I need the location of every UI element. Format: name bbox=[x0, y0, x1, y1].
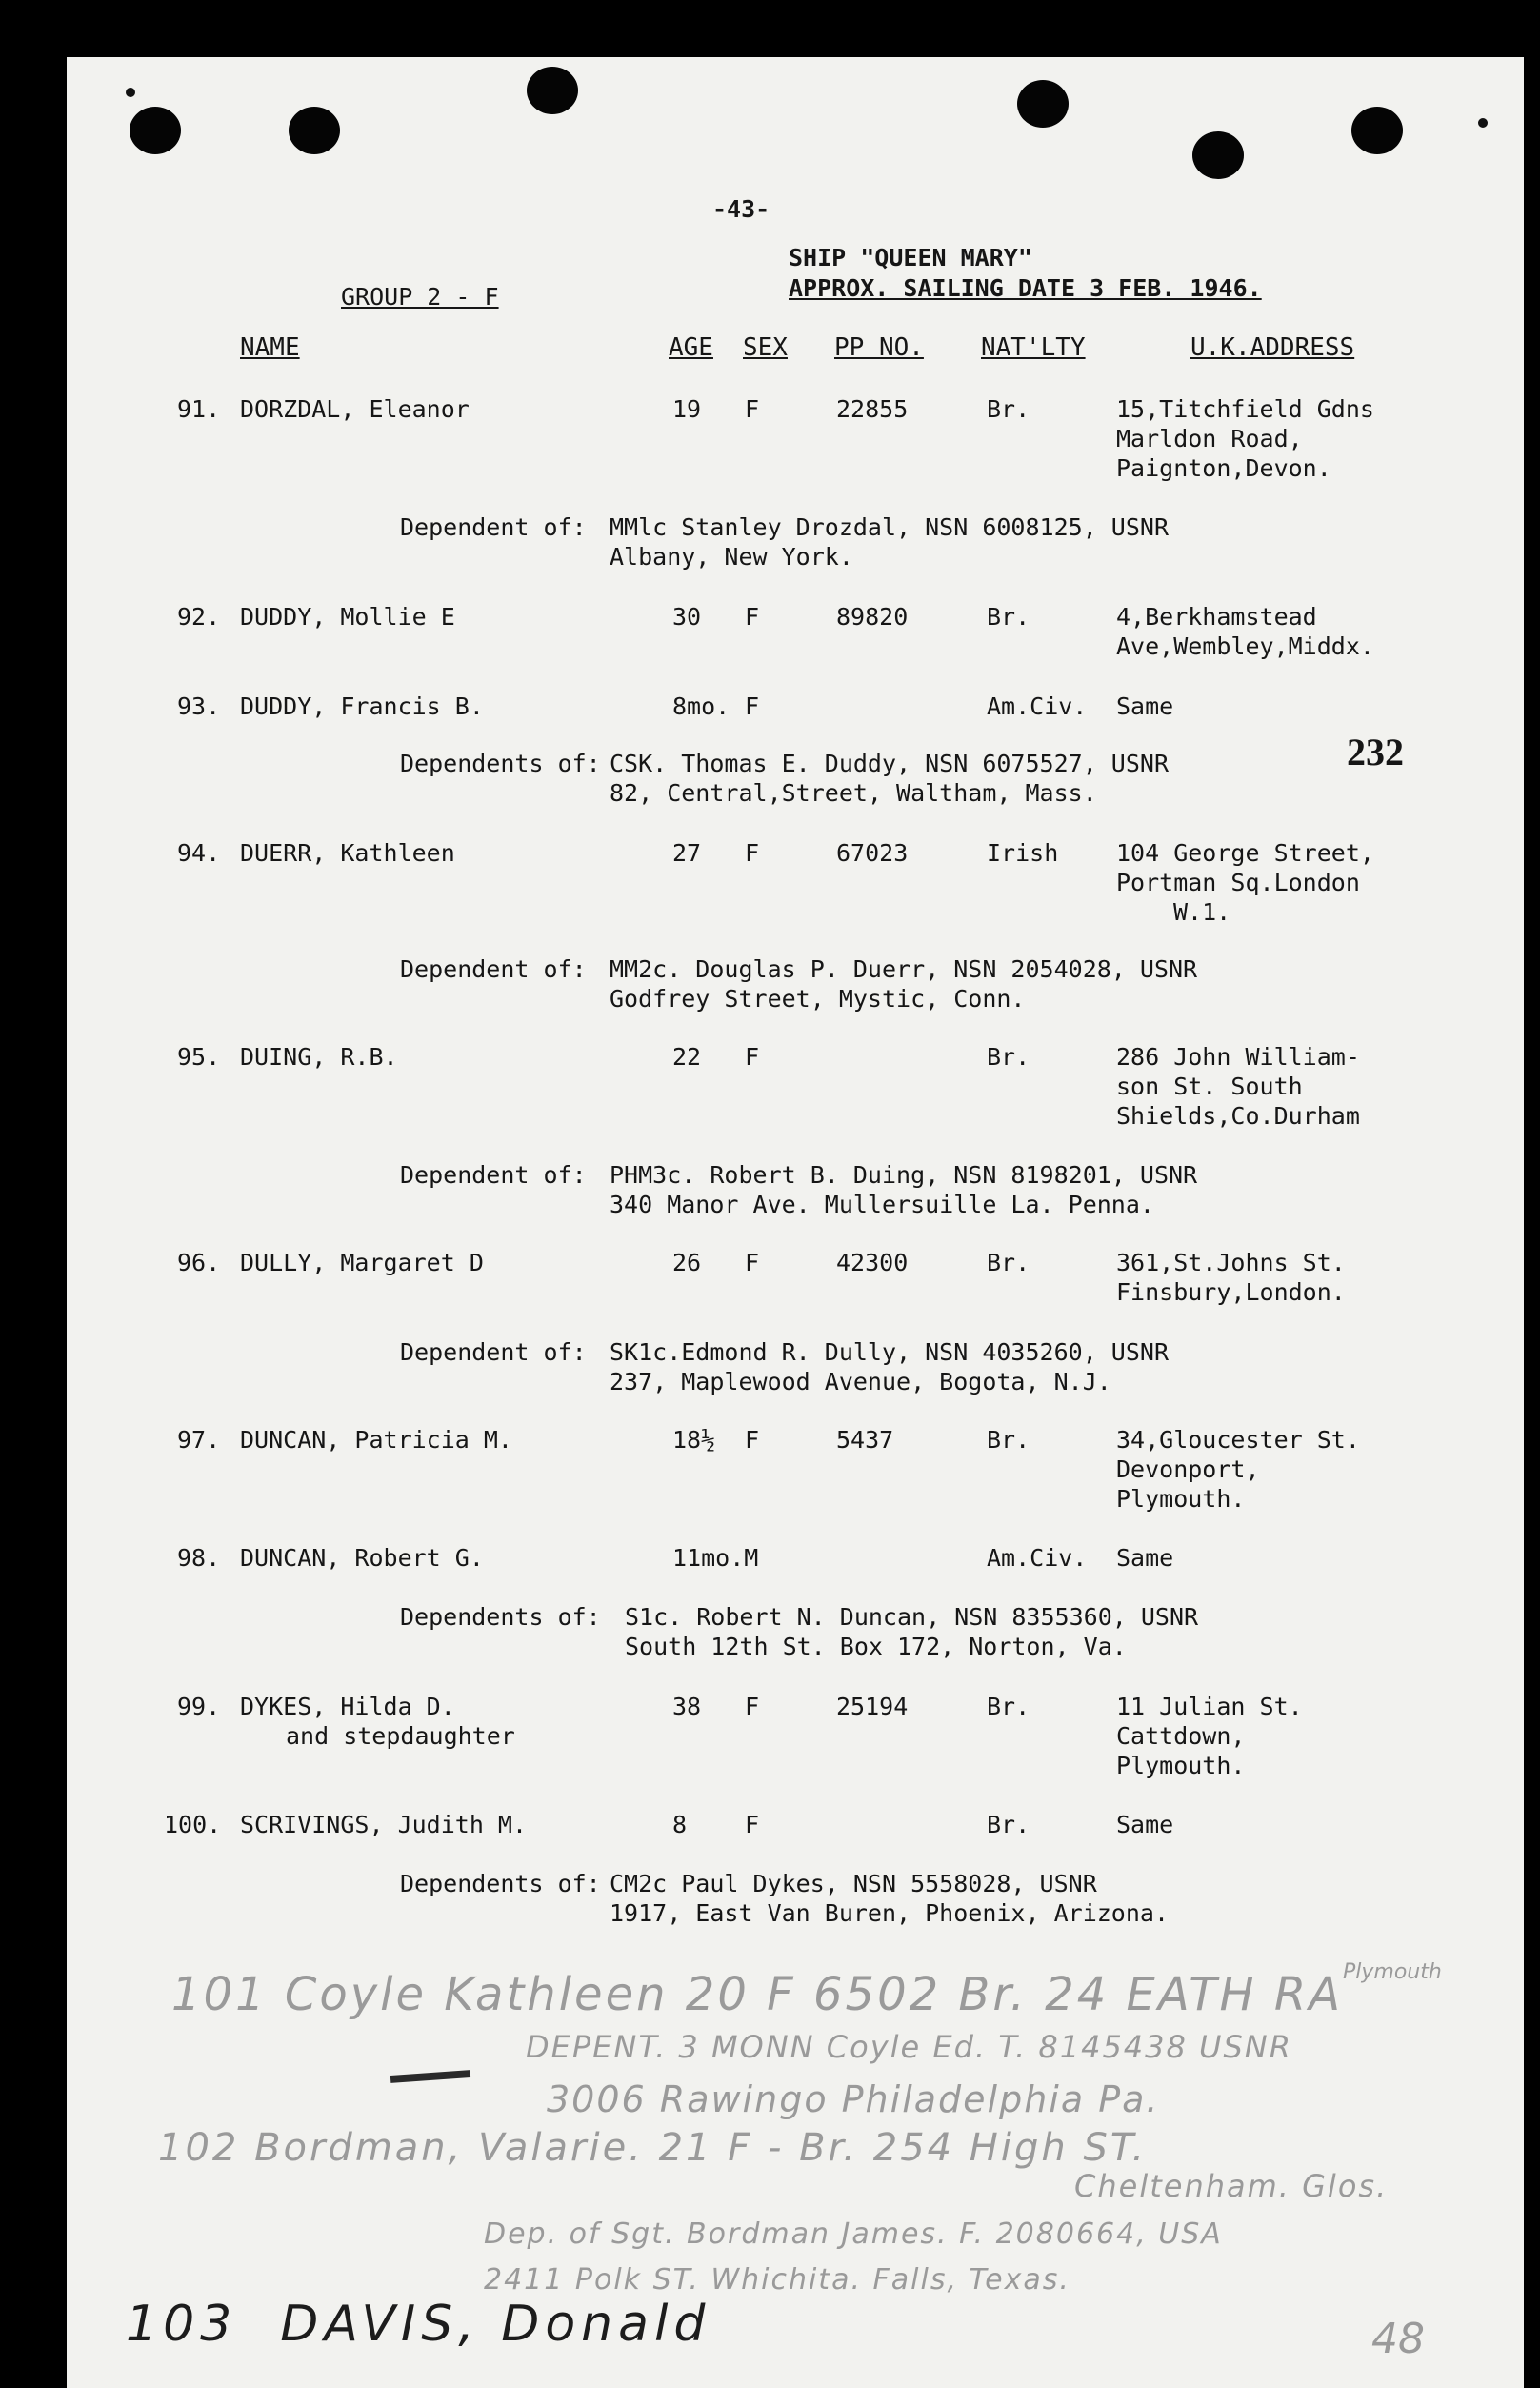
group-label: GROUP 2 - F bbox=[341, 283, 499, 311]
passenger-name: DULLY, Margaret D bbox=[240, 1249, 484, 1276]
passenger-sex: F bbox=[745, 1693, 760, 1720]
punch-hole bbox=[1017, 80, 1069, 128]
uk-address-line: 104 George Street, bbox=[1116, 839, 1374, 867]
handwritten-dependent: Dep. of Sgt. Bordman James. F. 2080664, USA bbox=[484, 2217, 1223, 2251]
nationality: Br. bbox=[987, 1811, 1030, 1838]
uk-address-line: Paignton,Devon. bbox=[1116, 454, 1331, 482]
uk-address-line: 4,Berkhamstead bbox=[1116, 603, 1317, 631]
dependent-of-line: CM2c Paul Dykes, NSN 5558028, USNR bbox=[610, 1870, 1097, 1897]
passenger-name: DUDDY, Francis B. bbox=[240, 692, 484, 720]
dependent-of-line: 237, Maplewood Avenue, Bogota, N.J. bbox=[610, 1368, 1111, 1395]
passenger-sex: F bbox=[745, 603, 760, 631]
dependent-label: Dependents of: bbox=[400, 1603, 601, 1631]
uk-address-line: Finsbury,London. bbox=[1116, 1278, 1346, 1306]
passenger-name: DUERR, Kathleen bbox=[240, 839, 455, 867]
column-header-sex: SEX bbox=[743, 333, 788, 362]
handwritten-address: 3006 Rawingo Philadelphia Pa. bbox=[547, 2078, 1160, 2120]
uk-address-line: Portman Sq.London bbox=[1116, 869, 1360, 896]
dependent-label: Dependent of: bbox=[400, 513, 587, 541]
passenger-age: 22 bbox=[672, 1043, 702, 1071]
passenger-sex: F bbox=[745, 1426, 760, 1454]
uk-address-line: W.1. bbox=[1173, 898, 1231, 926]
nationality: Irish bbox=[987, 839, 1059, 867]
passenger-name: DYKES, Hilda D. bbox=[240, 1693, 455, 1720]
passport-number: 89820 bbox=[836, 603, 909, 631]
column-header-age: AGE bbox=[669, 333, 713, 362]
dependent-of-line: CSK. Thomas E. Duddy, NSN 6075527, USNR bbox=[610, 750, 1169, 777]
passenger-sex: F bbox=[745, 1043, 760, 1071]
dependent-of-line: SK1c.Edmond R. Dully, NSN 4035260, USNR bbox=[610, 1338, 1169, 1366]
dependent-label: Dependent of: bbox=[400, 955, 587, 983]
passport-number: 67023 bbox=[836, 839, 909, 867]
dependent-label: Dependent of: bbox=[400, 1161, 587, 1189]
handwritten-dependent: DEPENT. 3 MONN Coyle Ed. T. 8145438 USNR bbox=[526, 2029, 1292, 2065]
handwritten-entry-101: 101 Coyle Kathleen 20 F 6502 Br. 24 EATH RA bbox=[171, 1968, 1344, 2021]
uk-address-line: Plymouth. bbox=[1116, 1752, 1246, 1779]
dependent-of-line: MM2c. Douglas P. Duerr, NSN 2054028, USNR bbox=[610, 955, 1198, 983]
passenger-name: SCRIVINGS, Judith M. bbox=[240, 1811, 528, 1838]
passport-number: 22855 bbox=[836, 395, 909, 423]
page-stamp: 232 bbox=[1347, 731, 1404, 773]
uk-address-line: Same bbox=[1116, 1811, 1174, 1838]
handwritten-address: 2411 Polk ST. Whichita. Falls, Texas. bbox=[484, 2263, 1070, 2297]
uk-address-line: 15,Titchfield Gdns bbox=[1116, 395, 1374, 423]
uk-address-line: 11 Julian St. bbox=[1116, 1693, 1303, 1720]
nationality: Br. bbox=[987, 1249, 1030, 1276]
column-header-name: NAME bbox=[240, 333, 300, 362]
column-header-uk-address: U.K.ADDRESS bbox=[1190, 333, 1355, 362]
dependent-of-line: 1917, East Van Buren, Phoenix, Arizona. bbox=[610, 1899, 1169, 1927]
passport-number: 42300 bbox=[836, 1249, 909, 1276]
dependent-of-line: 340 Manor Ave. Mullersuille La. Penna. bbox=[610, 1191, 1154, 1218]
nationality: Br. bbox=[987, 1426, 1030, 1454]
uk-address-line: Shields,Co.Durham bbox=[1116, 1102, 1360, 1130]
sailing-date: APPROX. SAILING DATE 3 FEB. 1946. bbox=[789, 274, 1262, 302]
dependent-of-line: PHM3c. Robert B. Duing, NSN 8198201, USNR bbox=[610, 1161, 1198, 1189]
passenger-sex: F bbox=[745, 1811, 760, 1838]
nationality: Br. bbox=[987, 1693, 1030, 1720]
paper-speck bbox=[126, 88, 135, 97]
entry-number: 91. bbox=[177, 395, 221, 423]
handwritten-entry-102: 102 Bordman, Valarie. 21 F - Br. 254 High ST. bbox=[158, 2126, 1148, 2170]
passenger-age: 26 bbox=[672, 1249, 702, 1276]
passenger-sex: F bbox=[745, 395, 760, 423]
column-header-nationality: NAT'LTY bbox=[981, 333, 1086, 362]
entry-number: 94. bbox=[177, 839, 221, 867]
handwritten-entry-103: 103 DAVIS, Donald bbox=[126, 2296, 711, 2353]
nationality: Am.Civ. bbox=[987, 692, 1088, 720]
ship-name: SHIP "QUEEN MARY" bbox=[789, 244, 1032, 271]
entry-number: 97. bbox=[177, 1426, 221, 1454]
handwritten-page-mark: 48 bbox=[1371, 2315, 1425, 2363]
passenger-age: 19 bbox=[672, 395, 702, 423]
dependent-of-line: 82, Central,Street, Waltham, Mass. bbox=[610, 779, 1097, 807]
punch-hole bbox=[289, 107, 340, 154]
passenger-name: DUNCAN, Patricia M. bbox=[240, 1426, 512, 1454]
uk-address-line: 34,Gloucester St. bbox=[1116, 1426, 1360, 1454]
entry-number: 100. bbox=[164, 1811, 222, 1838]
dependent-of-line: S1c. Robert N. Duncan, NSN 8355360, USNR bbox=[625, 1603, 1199, 1631]
passenger-age: 8mo. bbox=[672, 692, 730, 720]
entry-number: 96. bbox=[177, 1249, 221, 1276]
passport-number: 5437 bbox=[836, 1426, 894, 1454]
dependent-label: Dependent of: bbox=[400, 1338, 587, 1366]
uk-address-line: 361,St.Johns St. bbox=[1116, 1249, 1346, 1276]
passenger-age: 18½ bbox=[672, 1426, 716, 1454]
entry-number: 99. bbox=[177, 1693, 221, 1720]
dependent-of-line: MMlc Stanley Drozdal, NSN 6008125, USNR bbox=[610, 513, 1169, 541]
uk-address-line: 286 John William- bbox=[1116, 1043, 1360, 1071]
dependent-of-line: South 12th St. Box 172, Norton, Va. bbox=[625, 1633, 1127, 1660]
punch-hole bbox=[527, 67, 578, 114]
entry-number: 98. bbox=[177, 1544, 221, 1572]
nationality: Br. bbox=[987, 1043, 1030, 1071]
passenger-name: DORZDAL, Eleanor bbox=[240, 395, 470, 423]
passenger-name-note: and stepdaughter bbox=[286, 1722, 515, 1750]
paper-speck bbox=[1478, 118, 1488, 128]
uk-address-line: son St. South bbox=[1116, 1073, 1303, 1100]
dependent-of-line: Godfrey Street, Mystic, Conn. bbox=[610, 985, 1026, 1013]
passenger-name: DUDDY, Mollie E bbox=[240, 603, 455, 631]
passenger-age: 30 bbox=[672, 603, 702, 631]
entry-number: 92. bbox=[177, 603, 221, 631]
nationality: Am.Civ. bbox=[987, 1544, 1088, 1572]
uk-address-line: Cattdown, bbox=[1116, 1722, 1246, 1750]
nationality: Br. bbox=[987, 395, 1030, 423]
punch-hole bbox=[1351, 107, 1403, 154]
dependent-label: Dependents of: bbox=[400, 750, 601, 777]
passenger-age: 38 bbox=[672, 1693, 702, 1720]
passenger-sex: F bbox=[745, 1249, 760, 1276]
passenger-name: DUNCAN, Robert G. bbox=[240, 1544, 484, 1572]
dependent-of-line: Albany, New York. bbox=[610, 543, 853, 571]
uk-address-line: Same bbox=[1116, 692, 1174, 720]
uk-address-line: Ave,Wembley,Middx. bbox=[1116, 632, 1374, 660]
passenger-age: 11mo.M bbox=[672, 1544, 759, 1572]
handwritten-town: Cheltenham. Glos. bbox=[1074, 2168, 1389, 2204]
passenger-age: 27 bbox=[672, 839, 702, 867]
nationality: Br. bbox=[987, 603, 1030, 631]
uk-address-line: Same bbox=[1116, 1544, 1174, 1572]
uk-address-line: Marldon Road, bbox=[1116, 425, 1303, 452]
handwritten-note: Plymouth bbox=[1343, 1960, 1442, 1984]
dependent-label: Dependents of: bbox=[400, 1870, 601, 1897]
passport-number: 25194 bbox=[836, 1693, 909, 1720]
punch-hole bbox=[130, 107, 181, 154]
passenger-age: 8 bbox=[672, 1811, 688, 1838]
passenger-name: DUING, R.B. bbox=[240, 1043, 398, 1071]
entry-number: 95. bbox=[177, 1043, 221, 1071]
page-number: -43- bbox=[712, 195, 770, 223]
punch-hole bbox=[1192, 131, 1244, 179]
passenger-sex: F bbox=[745, 839, 760, 867]
entry-number: 93. bbox=[177, 692, 221, 720]
passenger-sex: F bbox=[745, 692, 760, 720]
uk-address-line: Devonport, bbox=[1116, 1455, 1260, 1483]
column-header-pp-no: PP NO. bbox=[834, 333, 924, 362]
uk-address-line: Plymouth. bbox=[1116, 1485, 1246, 1513]
